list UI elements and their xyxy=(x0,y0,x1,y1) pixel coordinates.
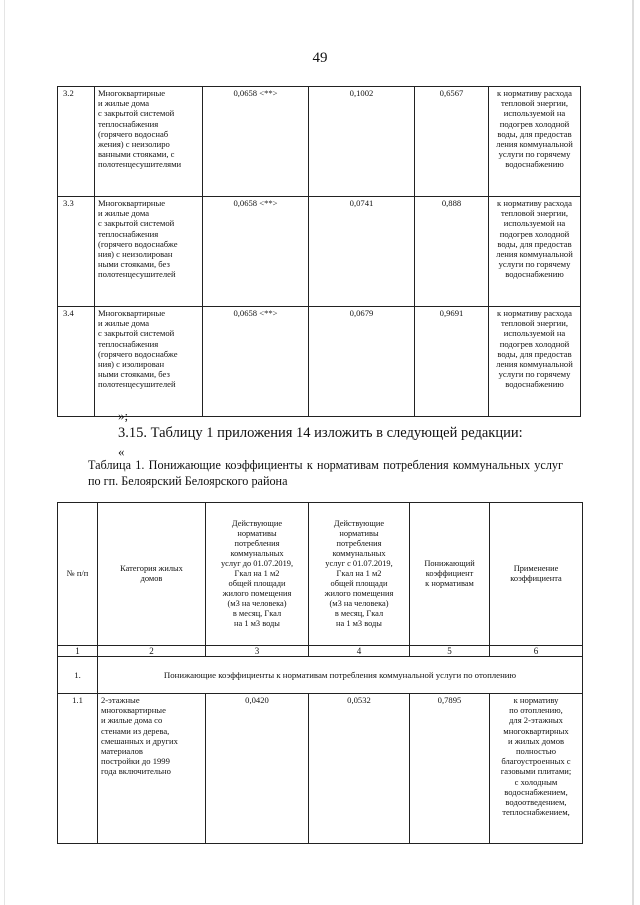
table-row xyxy=(58,197,581,307)
row-coefficient: 0,9691 xyxy=(415,307,489,417)
header-cell-application: Применение коэффициента xyxy=(490,503,583,646)
continued-coefficients-table xyxy=(57,86,581,417)
column-number: 2 xyxy=(98,646,206,657)
opening-quote-mark: « xyxy=(118,444,125,459)
section-title: Понижающие коэффициенты к нормативам потребления коммунальной услуги по отоплению xyxy=(98,657,583,694)
row-number: 3.3 xyxy=(58,197,95,307)
column-number: 5 xyxy=(410,646,490,657)
row-norm-after: 0,0679 xyxy=(309,307,415,417)
section-row xyxy=(58,657,583,694)
row-application: к нормативу расхода тепловой энергии, используемой на подогрев холодной воды, для предостав ления коммунальной услуги по горячему водоснабжению xyxy=(489,307,581,417)
row-category: 2-этажные многоквартирные и жилые дома со стенами из дерева, смешанных и других материалов постройки до 1999 года включительно xyxy=(98,694,206,844)
column-number: 4 xyxy=(309,646,410,657)
column-number-row xyxy=(58,646,583,657)
row-norm-before: 0,0658 <**> xyxy=(203,197,309,307)
reduction-coefficients-table xyxy=(57,502,583,844)
table-caption: Таблица 1. Понижающие коэффициенты к нормативам потребления коммунальных услуг по гп. Белоярский Белоярского района xyxy=(88,458,563,488)
table-row xyxy=(58,307,581,417)
table-row xyxy=(58,694,583,844)
row-norm-after: 0,0532 xyxy=(309,694,410,844)
row-coefficient: 0,6567 xyxy=(415,87,489,197)
table-header-row xyxy=(58,503,583,646)
column-number: 3 xyxy=(206,646,309,657)
row-application: к нормативу по отоплению, для 2-этажных многоквартирных и жилых домов полностью благоустроенных с газовыми плитами; с холодным водоснабжением, водоотведением, теплоснабжением, xyxy=(490,694,583,844)
row-number: 3.4 xyxy=(58,307,95,417)
row-norm-before: 0,0420 xyxy=(206,694,309,844)
row-application: к нормативу расхода тепловой энергии, используемой на подогрев холодной воды, для предостав ления коммунальной услуги по горячему водоснабжению xyxy=(489,197,581,307)
header-cell-norm-after: Действующие нормативы потребления коммунальных услуг с 01.07.2019, Гкал на 1 м2 общей площади жилого помещения (м3 на человека) в месяц, Гкал на 1 м3 воды xyxy=(309,503,410,646)
row-norm-before: 0,0658 <**> xyxy=(203,307,309,417)
row-category: Многоквартирные и жилые дома с закрытой системой теплоснабжения (горячего водоснабже ния) с изолирован ными стояками, без полотенцесушителей xyxy=(95,307,203,417)
section-heading: 3.15. Таблицу 1 приложения 14 изложить в следующей редакции: xyxy=(118,425,523,441)
header-cell-number: № п/п xyxy=(58,503,98,646)
row-number: 1.1 xyxy=(58,694,98,844)
column-number: 1 xyxy=(58,646,98,657)
section-number: 1. xyxy=(58,657,98,694)
scan-edge-right xyxy=(632,0,634,905)
column-number: 6 xyxy=(490,646,583,657)
row-number: 3.2 xyxy=(58,87,95,197)
row-norm-after: 0,1002 xyxy=(309,87,415,197)
row-coefficient: 0,888 xyxy=(415,197,489,307)
row-category: Многоквартирные и жилые дома с закрытой системой теплоснабжения (горячего водоснабже ния) с неизолирован ными стояками, без полотенцесушителей xyxy=(95,197,203,307)
page-number: 49 xyxy=(312,50,328,66)
row-application: к нормативу расхода тепловой энергии, используемой на подогрев холодной воды, для предостав ления коммунальной услуги по горячему водоснабжению xyxy=(489,87,581,197)
row-coefficient: 0,7895 xyxy=(410,694,490,844)
row-category: Многоквартирные и жилые дома с закрытой системой теплоснабжения (горячего водоснаб жения) с неизолиро ванными стояками, с полотенцесушителями xyxy=(95,87,203,197)
scan-edge-left xyxy=(4,0,5,905)
header-cell-category: Категория жилых домов xyxy=(98,503,206,646)
header-cell-coefficient: Понижающий коэффициент к нормативам xyxy=(410,503,490,646)
table-row xyxy=(58,87,581,197)
row-norm-before: 0,0658 <**> xyxy=(203,87,309,197)
closing-quote-mark: »; xyxy=(118,408,129,423)
row-norm-after: 0,0741 xyxy=(309,197,415,307)
header-cell-norm-before: Действующие нормативы потребления коммунальных услуг до 01.07.2019, Гкал на 1 м2 общей площади жилого помещения (м3 на человека) в месяц, Гкал на 1 м3 воды xyxy=(206,503,309,646)
